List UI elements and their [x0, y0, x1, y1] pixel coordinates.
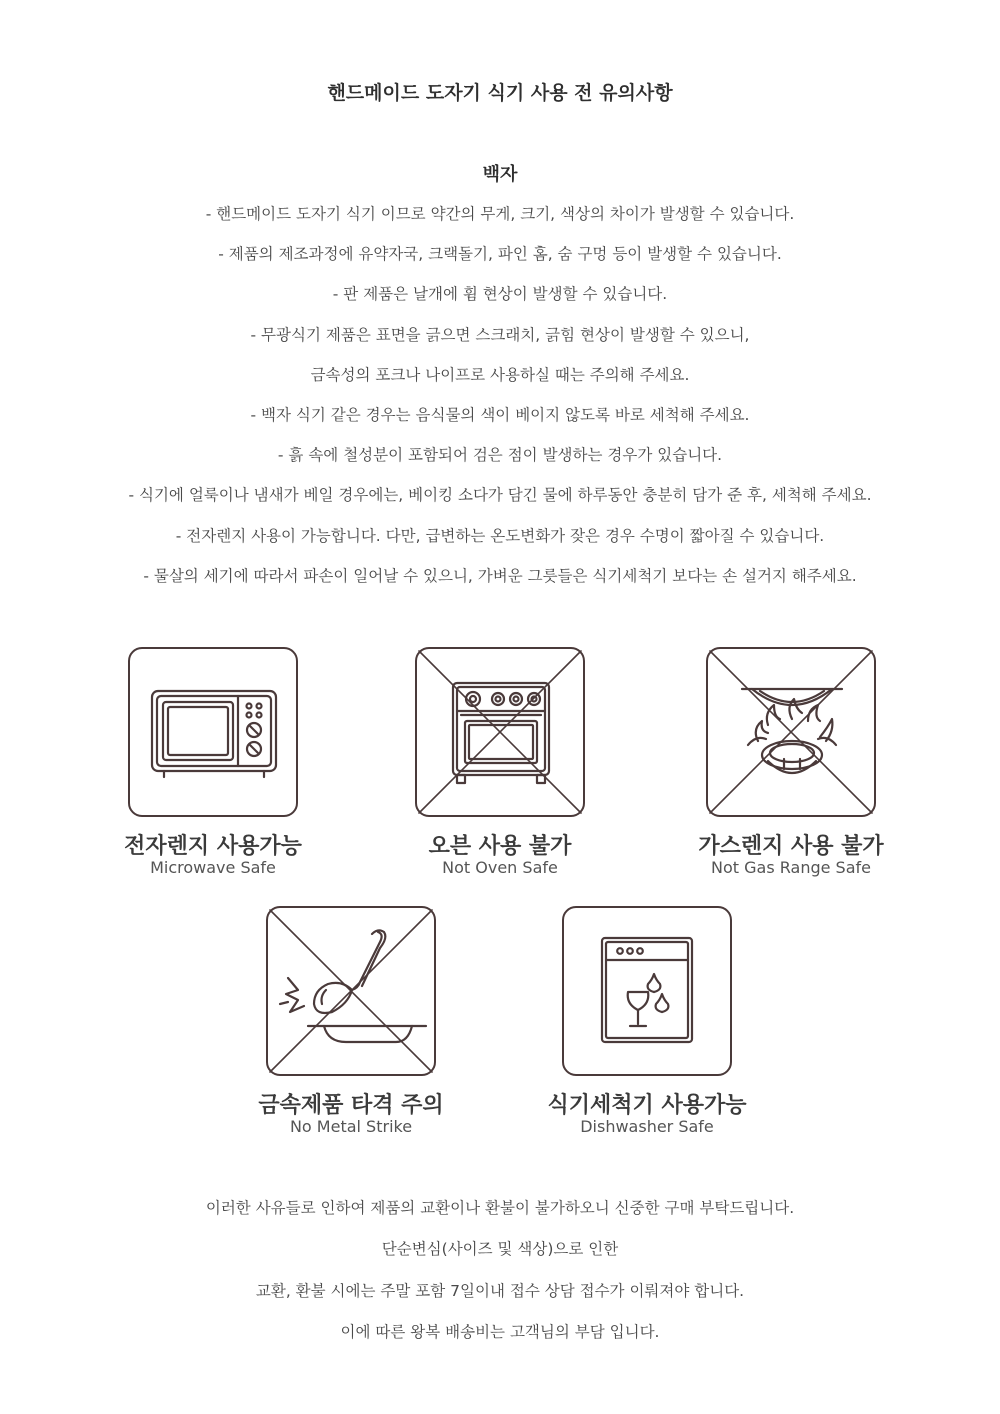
- microwave-label: 전자렌지 사용가능: [124, 834, 302, 859]
- footer-line: 교환, 환불 시에는 주말 포함 7일이내 접수 상담 접수가 이뤄져야 합니다.: [255, 1281, 745, 1300]
- gas-range-label: 가스렌지 사용 불가: [698, 834, 884, 859]
- note-line: - 흙 속에 철성분이 포함되어 검은 점이 발생하는 경우가 있습니다.: [277, 446, 723, 465]
- dishwasher-label: 식기세척기 사용가능: [547, 1093, 747, 1118]
- footer-line: 이에 따른 왕복 배송비는 고객님의 부담 입니다.: [340, 1322, 660, 1341]
- note-line: - 제품의 제조과정에 유약자국, 크랙돌기, 파인 홈, 숨 구멍 등이 발생할 수 있습니다.: [218, 245, 782, 264]
- note-line: - 백자 식기 같은 경우는 음식물의 색이 베이지 않도록 바로 세척해 주세요.: [250, 405, 750, 424]
- microwave-icon: [128, 647, 298, 817]
- note-line: - 핸드메이드 도자기 식기 이므로 약간의 무게, 크기, 색상의 차이가 발생할 수 있습니다.: [205, 205, 795, 223]
- metal-strike-label-en: No Metal Strike: [289, 1117, 413, 1136]
- footer-line: 단순변심(사이즈 및 색상)으로 인한: [381, 1240, 619, 1259]
- oven-prohibited-icon: [415, 647, 585, 817]
- metal-strike-label: 금속제품 타격 주의: [258, 1093, 444, 1118]
- gas-range-prohibited-icon: [706, 647, 876, 817]
- footer-line: 이러한 사유들로 인하여 제품의 교환이나 환불이 불가하오니 신중한 구매 부탁드립니다.: [205, 1199, 795, 1217]
- note-line: 금속성의 포크나 나이프로 사용하실 때는 주의해 주세요.: [310, 365, 690, 384]
- note-line: - 무광식기 제품은 표면을 긁으면 스크래치, 긁힘 현상이 발생할 수 있으니,: [250, 325, 750, 344]
- oven-label: 오븐 사용 불가: [428, 834, 572, 859]
- page-title: 핸드메이드 도자기 식기 사용 전 유의사항: [327, 82, 673, 104]
- metal-strike-prohibited-icon: [266, 906, 436, 1076]
- note-line: - 전자렌지 사용이 가능합니다. 다만, 급변하는 온도변화가 잦은 경우 수명이 짧아질 수 있습니다.: [175, 526, 825, 545]
- note-line: - 식기에 얼룩이나 냄새가 베일 경우에는, 베이킹 소다가 담긴 물에 하루동안 충분히 담가 준 후, 세척해 주세요.: [128, 486, 872, 505]
- note-line: - 물살의 세기에 따라서 파손이 일어날 수 있으니, 가벼운 그릇들은 식기세척기 보다는 손 설거지 해주세요.: [143, 566, 857, 585]
- dishwasher-icon: [562, 906, 732, 1076]
- oven-label-en: Not Oven Safe: [442, 858, 558, 877]
- section-title: 백자: [482, 164, 518, 185]
- microwave-label-en: Microwave Safe: [150, 858, 276, 877]
- note-line: - 판 제품은 날개에 휨 현상이 발생할 수 있습니다.: [332, 285, 668, 304]
- dishwasher-label-en: Dishwasher Safe: [580, 1117, 714, 1136]
- footer-notice: [0, 1194, 1000, 1359]
- gas-range-label-en: Not Gas Range Safe: [711, 858, 871, 877]
- notes-list: [0, 200, 1000, 602]
